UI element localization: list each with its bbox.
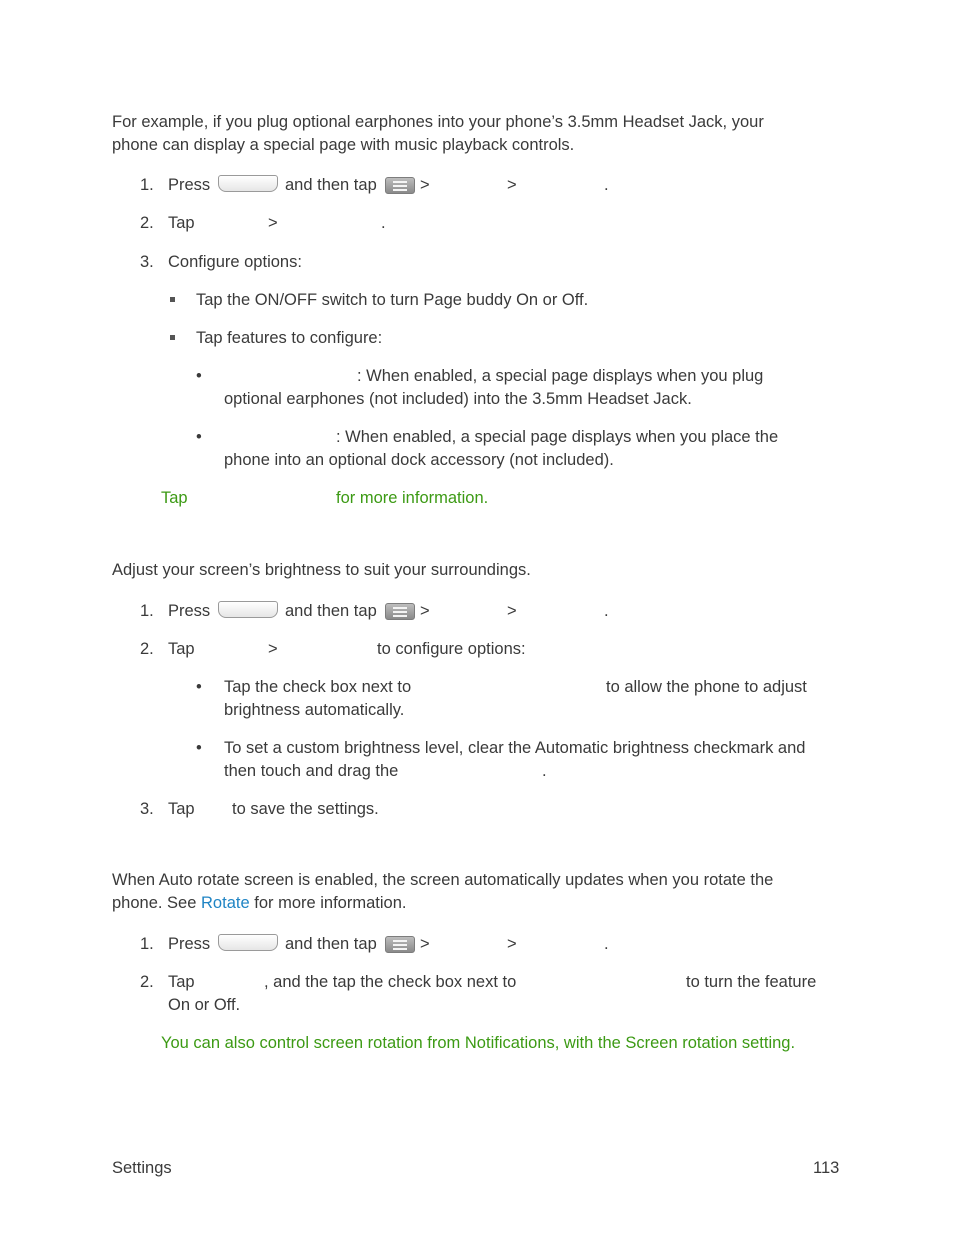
step-press: Press [168,602,211,620]
feature-desc-cont: phone into an optional dock accessory (not included). [224,451,614,469]
step-number: 2. [140,214,154,232]
step-number: 1. [140,935,154,953]
rotation-intro-1: When Auto rotate screen is enabled, the screen automatically updates when you rotate the [112,871,774,889]
bullet-text: Tap features to configure: [196,329,383,347]
separator: > [507,602,517,620]
rotation-intro-2 [112,892,406,915]
square-bullet-icon [170,335,175,340]
period: . [604,176,609,194]
home-key-icon [218,601,278,618]
bullet-text-cont: brightness automatically. [224,701,405,719]
home-key-icon [218,934,278,951]
dot-bullet: • [196,739,202,757]
step-text: to turn the feature [686,973,817,991]
step-text: to configure options: [377,640,526,658]
dot-bullet: • [196,367,202,385]
home-key-icon [218,175,278,192]
period: . [604,935,609,953]
step-number: 2. [140,973,154,991]
step-press: Press [168,935,211,953]
step-number: 1. [140,602,154,620]
step-text-cont: On or Off. [168,996,241,1014]
bullet-text: Tap the check box next to [224,678,412,696]
feature-desc: : When enabled, a special page displays when you place the [336,428,779,446]
step-tap: Tap [168,640,195,658]
bullet-text: to allow the phone to adjust [606,678,807,696]
footer-section: Settings [112,1159,172,1177]
separator: > [420,935,430,953]
intro-text: for more information. [254,894,407,912]
separator: > [268,214,278,232]
period: . [381,214,386,232]
brightness-intro: Adjust your screen’s brightness to suit your surroundings. [112,561,531,579]
separator: > [268,640,278,658]
dot-bullet: • [196,678,202,696]
step-tap: Tap [168,973,195,991]
feature-desc: : When enabled, a special page displays when you plug [357,367,764,385]
intro-line-2: phone can display a special page with music playback controls. [112,136,575,154]
step-tap: Tap [168,214,195,232]
menu-key-icon [385,603,415,620]
note-tap: Tap [161,489,188,507]
rotate-link[interactable]: Rotate [201,894,250,912]
intro-line-1: For example, if you plug optional earphones into your phone’s 3.5mm Headset Jack, your [112,113,764,131]
step-number: 2. [140,640,154,658]
note-text: for more information. [336,489,489,507]
separator: > [420,602,430,620]
tip-text: You can also control screen rotation from Notifications, with the Screen rotation setting. [161,1034,796,1052]
step-number: 3. [140,253,154,271]
step-number: 1. [140,176,154,194]
step-tap: Tap [168,800,195,818]
feature-desc-cont: optional earphones (not included) into the 3.5mm Headset Jack. [224,390,692,408]
step-and-then-tap: and then tap [285,935,377,953]
step-text: to save the settings. [232,800,379,818]
step-and-then-tap: and then tap [285,176,377,194]
separator: > [507,176,517,194]
dot-bullet: • [196,428,202,446]
step-number: 3. [140,800,154,818]
bullet-text: Tap the ON/OFF switch to turn Page buddy On or Off. [196,291,589,309]
step-press: Press [168,176,211,194]
step-and-then-tap: and then tap [285,602,377,620]
separator: > [420,176,430,194]
bullet-text: To set a custom brightness level, clear the Automatic brightness checkmark and [224,739,806,757]
page-number: 113 [813,1159,840,1177]
step-text: Configure options: [168,253,302,271]
period: . [542,762,547,780]
square-bullet-icon [170,297,175,302]
menu-key-icon [385,936,415,953]
intro-text: phone. See [112,894,197,912]
step-text: , and the tap the check box next to [264,973,517,991]
separator: > [507,935,517,953]
bullet-text-cont: then touch and drag the [224,762,399,780]
menu-key-icon [385,177,415,194]
period: . [604,602,609,620]
